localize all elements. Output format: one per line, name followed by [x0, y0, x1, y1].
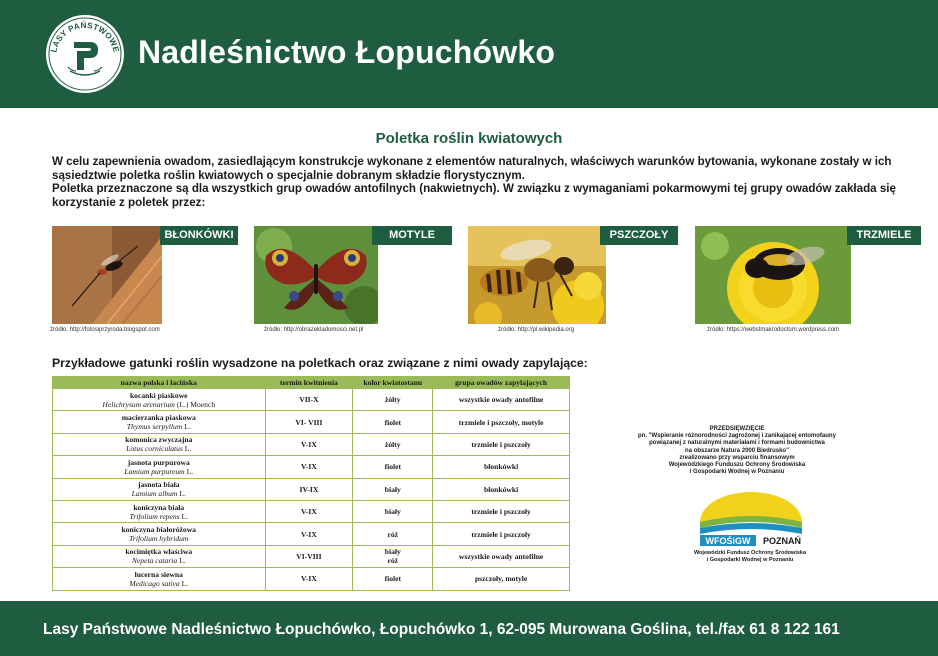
- pollinator-group: wszystkie owady antofilne: [433, 545, 570, 567]
- latin-author: L.: [184, 466, 194, 476]
- header-banner: [0, 0, 938, 108]
- butterfly-photo: [254, 226, 378, 324]
- insect-label: TRZMIELE: [847, 226, 921, 245]
- flower-color: fiolet: [353, 456, 433, 478]
- section-title: Poletka roślin kwiatowych: [375, 130, 563, 147]
- flower-color: biały: [353, 478, 433, 500]
- latin-author: L.: [179, 511, 189, 521]
- insect-label: BŁONKÓWKI: [160, 226, 238, 245]
- plant-latin-name: Nepeta cataria: [131, 556, 178, 566]
- latin-author: L.: [179, 578, 189, 588]
- plant-name-cell: [53, 456, 266, 478]
- project-heading: PRZEDSIĘWZIĘCIE: [709, 426, 765, 432]
- plant-latin-name: Medicago sativa: [129, 578, 180, 588]
- pollinator-group: błonkówki: [433, 478, 570, 500]
- plant-name-cell: [53, 545, 266, 567]
- bloom-term: V-IX: [265, 523, 353, 545]
- bloom-term: V-IX: [265, 456, 353, 478]
- project-line: Wojewódzkiego Funduszu Ochrony Środowiska: [668, 462, 806, 469]
- table-row: [53, 523, 570, 545]
- table-row: [53, 456, 570, 478]
- plant-name-cell: [53, 389, 266, 411]
- table-row: [53, 500, 570, 522]
- wfosigw-logo: [696, 488, 806, 546]
- plant-polish-name: jasnota biała: [137, 480, 180, 490]
- plant-polish-name: jasnota purpurowa: [127, 457, 190, 467]
- plant-polish-name: koniczyna białoróżowa: [121, 525, 196, 535]
- lasy-panstwowe-logo: [44, 13, 126, 95]
- pollinator-group: trzmiele i pszczoły, motyle: [433, 411, 570, 433]
- pollinator-group: pszczoły, motyle: [433, 568, 570, 590]
- pollinator-group: trzmiele i pszczoły: [433, 523, 570, 545]
- latin-author: L.: [177, 556, 186, 566]
- plant-latin-name: Lamium purpureum: [124, 466, 185, 476]
- footer-banner: [0, 601, 938, 656]
- table-row: [53, 568, 570, 590]
- plant-latin-name: Lamium album: [131, 489, 178, 499]
- plant-latin-name: Lotus corniculatus: [126, 444, 183, 454]
- wfosigw-full-name: [660, 550, 840, 564]
- pollinator-group: trzmiele i pszczoły: [433, 433, 570, 455]
- plant-name-cell: [53, 433, 266, 455]
- bloom-term: V-IX: [265, 500, 353, 522]
- bloom-term: V-IX: [265, 433, 353, 455]
- intro-paragraph-2: Poletka przeznaczone są dla wszystkich grup owadów antofilnych (nakwietnych). W związku z wymaganiami pokarmowymi tej grupy owadów zakłada się korzystanie z poletek przez:: [52, 182, 896, 209]
- flower-color: biały: [384, 547, 401, 557]
- insect-label: PSZCZOŁY: [600, 226, 678, 245]
- plant-name-cell: [53, 478, 266, 500]
- table-title: Przykładowe gatunki roślin wysadzone na poletkach oraz związane z nimi owady zapylające:: [52, 356, 588, 370]
- project-line: powiązanej z naturalnymi materiałami i formami budownictwa: [649, 440, 825, 447]
- bloom-term: VI-VIII: [265, 545, 353, 567]
- column-header: nazwa polska i łacińska: [53, 377, 266, 389]
- plant-latin-name: Trifolium repens: [129, 511, 180, 521]
- column-header: termin kwitnienia: [265, 377, 353, 389]
- wasp-photo: [52, 226, 162, 324]
- plant-polish-name: komonica zwyczajna: [125, 435, 193, 445]
- plants-table: [52, 376, 570, 591]
- table-row: [53, 389, 570, 411]
- logo-short-name: WFOŚiGW: [705, 536, 751, 546]
- flower-color: żółty: [353, 433, 433, 455]
- photo-source: źródło: http://pl.wikipedia.org: [498, 327, 575, 333]
- bee-photo: [468, 226, 606, 324]
- latin-author: L.: [182, 444, 192, 454]
- photo-source: źródło: http://fotosiprzyroda.blogspot.com: [50, 327, 160, 333]
- project-line: na obszarze Natura 2000 Biedrusko": [685, 447, 789, 454]
- latin-author: L.: [177, 489, 186, 499]
- flower-color: fiolet: [353, 411, 433, 433]
- flower-color: biały: [353, 500, 433, 522]
- plant-polish-name: lucerna siewna: [134, 569, 183, 579]
- bloom-term: VI- VIII: [265, 411, 353, 433]
- plant-name-cell: [53, 523, 266, 545]
- table-row: [53, 433, 570, 455]
- bumblebee-photo: [695, 226, 851, 324]
- table-row: [53, 411, 570, 433]
- intro-paragraph-1: W celu zapewnienia owadom, zasiedlającym konstrukcje wykonane z elementów naturalnych, właściwych warunków bytowania, wykonane zostały w ich sąsiedztwie poletka roślin kwiatowych o specjalnie dobranym składzie florystycznym.: [52, 155, 892, 182]
- plant-latin-name: Thymus serpyllum: [126, 422, 183, 432]
- bloom-term: IV-IX: [265, 478, 353, 500]
- logo-city: POZNAŃ: [763, 536, 801, 546]
- page-title: Nadleśnictwo Łopuchówko: [138, 34, 556, 70]
- photo-source: źródło: http://obrazekladomosci.net.pl: [264, 327, 364, 333]
- project-line: zrealizowano przy wsparciu finansowym: [679, 454, 795, 461]
- plant-name-cell: [53, 411, 266, 433]
- plant-name-cell: [53, 500, 266, 522]
- plant-latin-name: Trifolium hybridum: [129, 534, 189, 544]
- pollinator-group: wszystkie owady antofilne: [433, 389, 570, 411]
- table-row: [53, 478, 570, 500]
- flower-color: róż: [353, 523, 433, 545]
- project-info: [612, 426, 862, 476]
- logo-text: LASY PAŃSTWOWE: [49, 20, 121, 54]
- flower-color-secondary: róż: [387, 556, 399, 566]
- flower-color-cell: [353, 545, 433, 567]
- plant-polish-name: koniczyna biała: [133, 502, 185, 512]
- flower-color: fiolet: [353, 568, 433, 590]
- bloom-term: V-IX: [265, 568, 353, 590]
- insect-label: MOTYLE: [372, 226, 452, 245]
- plant-name-cell: [53, 568, 266, 590]
- intro-text: [52, 155, 922, 209]
- wfosigw-name-line: i Gospodarki Wodnej w Poznaniu: [706, 557, 794, 563]
- bloom-term: VII-X: [265, 389, 353, 411]
- column-header: kolor kwiatostanu: [353, 377, 433, 389]
- latin-author: L.: [182, 422, 191, 432]
- project-line: i Gospodarki Wodnej w Poznaniu: [689, 469, 785, 476]
- pollinator-group: trzmiele i pszczoły: [433, 500, 570, 522]
- table-header-row: [53, 377, 570, 389]
- wfosigw-name-line: Wojewódzki Fundusz Ochrony Środowiska: [693, 550, 807, 556]
- pollinator-group: błonkówki: [433, 456, 570, 478]
- flower-color: żółty: [353, 389, 433, 411]
- plant-latin-name: Helichrysum arenarium: [102, 399, 175, 409]
- column-header: grupa owadów zapylających: [433, 377, 570, 389]
- project-line: pn. "Wspieranie różnorodności zagrożonej i zanikającej entomofauny: [638, 433, 836, 440]
- photo-source: źródło: https://webstmakrodoctom.wordpress.com: [707, 327, 840, 333]
- footer-address: Lasy Państwowe Nadleśnictwo Łopuchówko, Łopuchówko 1, 62-095 Murowana Goślina, tel./fax 61 8 122 161: [43, 621, 840, 638]
- plant-polish-name: kocimiętka właściwa: [125, 547, 193, 557]
- plant-polish-name: kocanki piaskowe: [129, 390, 188, 400]
- plant-polish-name: macierzanka piaskowa: [121, 413, 196, 423]
- table-row: [53, 545, 570, 567]
- latin-author: (L.) Moench: [174, 399, 216, 409]
